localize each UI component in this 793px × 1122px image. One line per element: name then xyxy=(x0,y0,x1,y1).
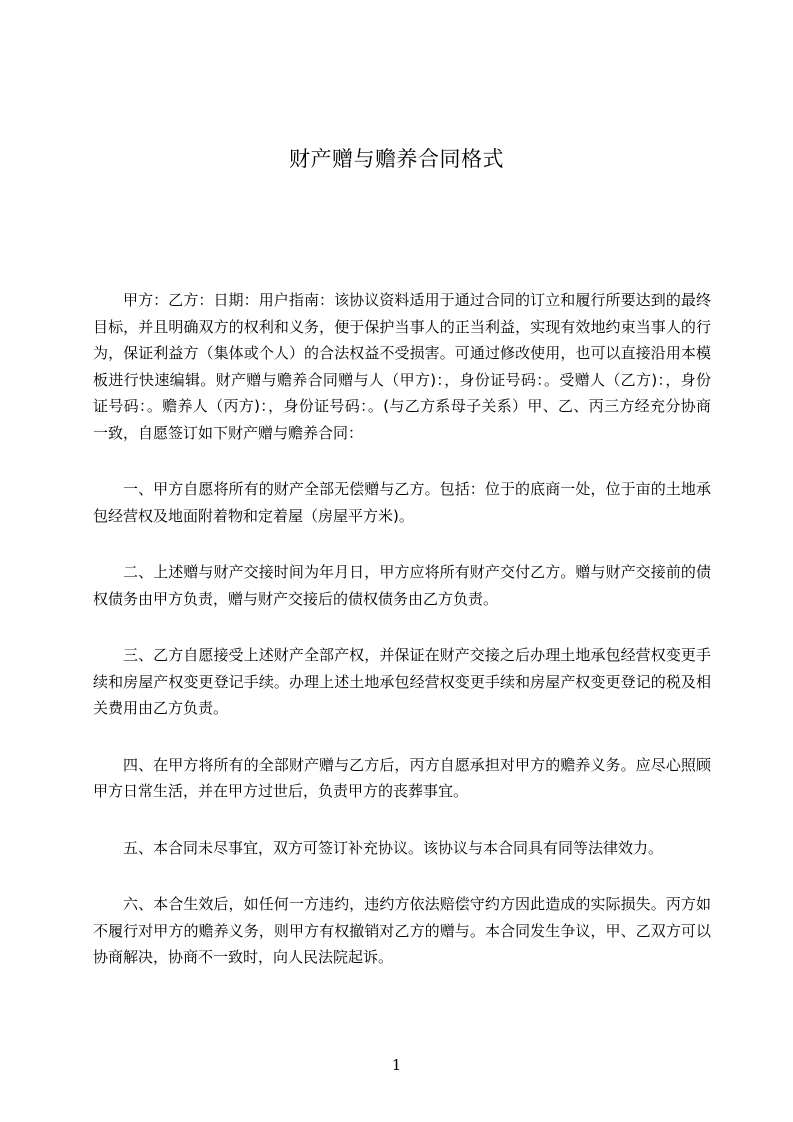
paragraph-clause-6: 六、本合生效后，如任何一方违约，违约方依法赔偿守约方因此造成的实际损失。丙方如不履行对甲方的赡养义务，则甲方有权撤销对乙方的赠与。本合同发生争议，甲、乙双方可以协商解决，协商不一致时，向人民法院起诉。 xyxy=(93,895,711,966)
paragraph-clause-5: 五、本合同未尽事宜，双方可签订补充协议。该协议与本合同具有同等法律效力。 xyxy=(123,838,664,857)
paragraph-intro: 甲方：乙方：日期：用户指南：该协议资料适用于通过合同的订立和履行所要达到的最终目标，并且明确双方的权利和义务，便于保护当事人的正当利益，实现有效地约束当事人的行为，保证利益方（集体或个人）的合法权益不受损害。可通过修改使用，也可以直接沿用本模板进行快速编辑。财产赠与赡养合同赠与人（甲方)：，身份证号码：。受赠人（乙方)：，身份证号码：。赡养人（丙方)：，身份证号码：。(与乙方系母子关系）甲、乙、丙三方经充分协商一致，自愿签订如下财产赠与赡养合同： xyxy=(93,291,711,442)
paragraph-clause-3: 三、乙方自愿接受上述财产全部产权，并保证在财产交接之后办理土地承包经营权变更手续和房屋产权变更登记手续。办理上述土地承包经营权变更手续和房屋产权变更登记的税及相关费用由乙方负责。 xyxy=(93,646,711,717)
page-number: 1 xyxy=(391,1056,402,1074)
paragraph-clause-1: 一、甲方自愿将所有的财产全部无偿赠与乙方。包括：位于的底商一处，位于亩的土地承包经营权及地面附着物和定着屋（房屋平方米)。 xyxy=(93,480,711,525)
paragraph-clause-2: 二、上述赠与财产交接时间为年月日，甲方应将所有财产交付乙方。赠与财产交接前的债权债务由甲方负责，赠与财产交接后的债权债务由乙方负责。 xyxy=(93,563,711,608)
paragraph-clause-4: 四、在甲方将所有的全部财产赠与乙方后，丙方自愿承担对甲方的赡养义务。应尽心照顾甲方日常生活，并在甲方过世后，负责甲方的丧葬事宜。 xyxy=(93,755,711,800)
document-body xyxy=(93,287,711,1001)
document-title: 财产赠与赡养合同格式 xyxy=(289,147,504,171)
